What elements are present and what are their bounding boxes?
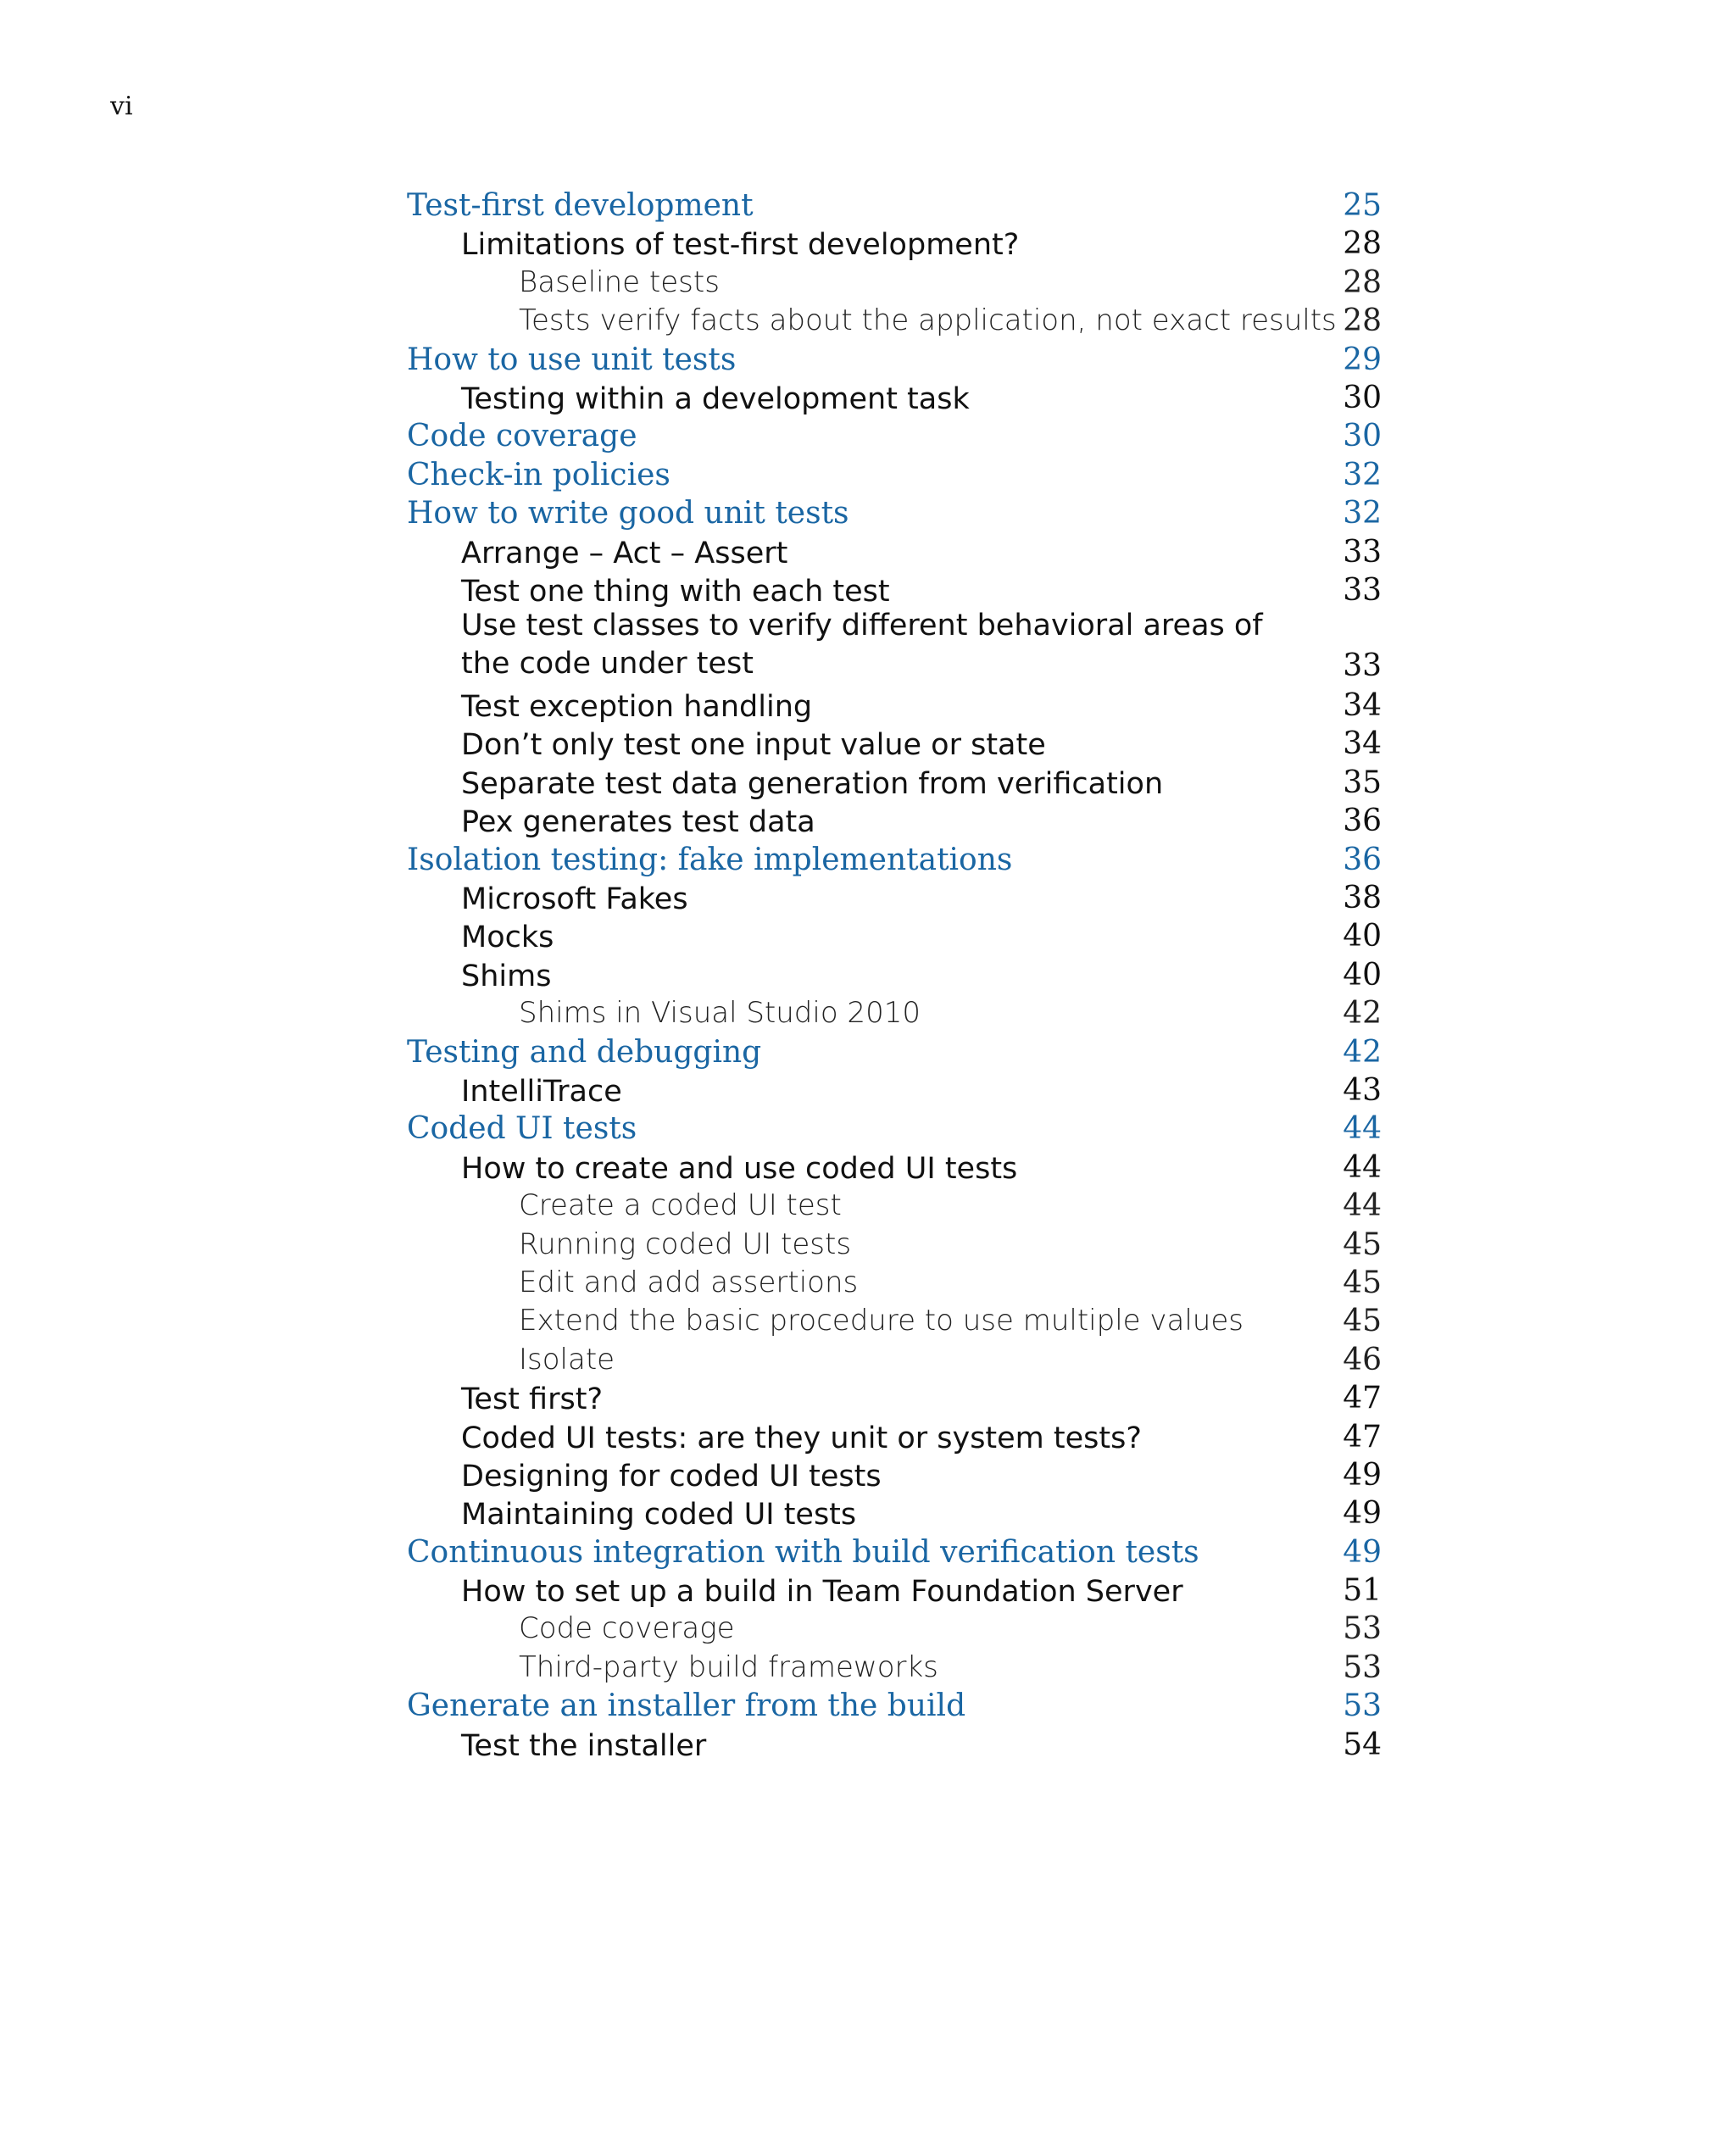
toc-entry-page-number: 36 bbox=[1343, 842, 1382, 877]
toc-entry-page-number: 29 bbox=[1343, 342, 1382, 377]
toc-subsection-entry[interactable] bbox=[407, 1073, 1382, 1111]
toc-entry-page-number: 30 bbox=[1343, 419, 1382, 454]
toc-entry-page-number: 44 bbox=[1343, 1111, 1382, 1147]
toc-entry-title: Edit and add assertions bbox=[519, 1265, 859, 1299]
toc-section-entry[interactable] bbox=[407, 496, 1382, 534]
toc-section-entry[interactable] bbox=[407, 188, 1382, 226]
toc-subsubsection-entry[interactable] bbox=[407, 1188, 1382, 1227]
toc-entry-title: Isolate bbox=[519, 1342, 615, 1377]
toc-subsection-entry[interactable] bbox=[407, 919, 1382, 957]
toc-entry-page-number: 28 bbox=[1343, 226, 1382, 262]
toc-entry-page-number: 46 bbox=[1343, 1342, 1382, 1377]
toc-section-entry[interactable] bbox=[407, 843, 1382, 881]
toc-subsubsection-entry[interactable] bbox=[407, 1304, 1382, 1342]
toc-entry-page-number: 53 bbox=[1343, 1649, 1382, 1685]
toc-entry-page-number: 44 bbox=[1343, 1149, 1382, 1185]
toc-entry-page-number: 51 bbox=[1343, 1573, 1382, 1609]
toc-subsection-entry[interactable] bbox=[407, 1573, 1382, 1611]
toc-entry-title: Code coverage bbox=[407, 419, 637, 454]
toc-section-entry[interactable] bbox=[407, 342, 1382, 381]
toc-entry-title: IntelliTrace bbox=[461, 1075, 622, 1109]
toc-entry-page-number: 38 bbox=[1343, 881, 1382, 916]
toc-entry-title: Microsoft Fakes bbox=[461, 882, 688, 917]
toc-entry-title: Limitations of test-first development? bbox=[461, 228, 1020, 263]
toc-subsection-entry[interactable] bbox=[407, 688, 1382, 726]
toc-entry-title: Coded UI tests: are they unit or system tests? bbox=[461, 1421, 1142, 1455]
toc-entry-title: Create a coded UI test bbox=[519, 1188, 842, 1223]
toc-entry-title: Check-in policies bbox=[407, 457, 670, 492]
toc-subsubsection-entry[interactable] bbox=[407, 1650, 1382, 1688]
toc-subsubsection-entry[interactable] bbox=[407, 1611, 1382, 1649]
toc-subsection-entry[interactable] bbox=[407, 535, 1382, 573]
toc-entry-page-number: 42 bbox=[1343, 996, 1382, 1032]
toc-entry-page-number: 33 bbox=[1343, 534, 1382, 570]
toc-entry-page-number: 32 bbox=[1343, 457, 1382, 492]
toc-section-entry[interactable] bbox=[407, 1688, 1382, 1727]
toc-subsection-entry[interactable] bbox=[407, 1727, 1382, 1766]
toc-subsection-entry[interactable] bbox=[407, 573, 1382, 611]
toc-entry-page-number: 54 bbox=[1343, 1727, 1382, 1762]
toc-subsubsection-entry[interactable] bbox=[407, 1343, 1382, 1381]
toc-subsection-entry[interactable] bbox=[407, 226, 1382, 264]
toc-subsubsection-entry[interactable] bbox=[407, 996, 1382, 1034]
toc-entry-title: Test the installer bbox=[461, 1728, 707, 1763]
toc-entry-page-number: 45 bbox=[1343, 1227, 1382, 1262]
toc-entry-title: Shims in Visual Studio 2010 bbox=[519, 996, 921, 1031]
toc-entry-page-number: 49 bbox=[1343, 1457, 1382, 1493]
toc-entry-title: Generate an installer from the build bbox=[407, 1688, 966, 1724]
toc-entry-page-number: 43 bbox=[1343, 1073, 1382, 1108]
toc-entry-page-number: 28 bbox=[1343, 303, 1382, 339]
toc-entry-title: Testing within a development task bbox=[461, 381, 970, 416]
toc-entry-title: Third-party build frameworks bbox=[519, 1649, 938, 1684]
toc-subsection-entry[interactable] bbox=[407, 804, 1382, 842]
toc-entry-page-number: 34 bbox=[1343, 726, 1382, 762]
toc-entry-title: Continuous integration with build verification tests bbox=[407, 1534, 1199, 1570]
toc-subsection-entry[interactable] bbox=[407, 958, 1382, 996]
toc-entry-title: Tests verify facts about the application, not exact results bbox=[519, 303, 1337, 338]
toc-entry-title: Test first? bbox=[461, 1382, 604, 1417]
toc-entry-page-number: 34 bbox=[1343, 688, 1382, 724]
toc-entry-title: Separate test data generation from verification bbox=[461, 766, 1164, 801]
toc-entry-page-number: 25 bbox=[1343, 188, 1382, 223]
toc-subsection-entry[interactable] bbox=[407, 765, 1382, 804]
toc-entry-title: Test-first development bbox=[407, 188, 754, 223]
toc-entry-page-number: 53 bbox=[1343, 1688, 1382, 1724]
toc-entry-page-number: 42 bbox=[1343, 1034, 1382, 1070]
toc-entry-page-number: 40 bbox=[1343, 957, 1382, 993]
toc-section-entry[interactable] bbox=[407, 458, 1382, 496]
table-of-contents bbox=[407, 188, 1382, 1766]
toc-subsubsection-entry[interactable] bbox=[407, 1265, 1382, 1304]
toc-subsection-entry[interactable] bbox=[407, 1458, 1382, 1496]
toc-entry-page-number: 49 bbox=[1343, 1534, 1382, 1570]
toc-entry-title: Mocks bbox=[461, 921, 554, 955]
toc-entry-title: Coded UI tests bbox=[407, 1111, 637, 1147]
toc-subsection-entry[interactable] bbox=[407, 1420, 1382, 1458]
toc-entry-page-number: 36 bbox=[1343, 804, 1382, 839]
toc-entry-page-number: 47 bbox=[1343, 1419, 1382, 1455]
toc-subsubsection-entry[interactable] bbox=[407, 1227, 1382, 1265]
toc-subsection-entry[interactable] bbox=[407, 881, 1382, 919]
toc-entry-title: Designing for coded UI tests bbox=[461, 1459, 882, 1494]
toc-entry-title: How to set up a build in Team Foundation Server bbox=[461, 1575, 1183, 1610]
toc-entry-title: How to use unit tests bbox=[407, 342, 737, 377]
toc-section-entry[interactable] bbox=[407, 419, 1382, 457]
toc-section-entry[interactable] bbox=[407, 1535, 1382, 1573]
toc-section-entry[interactable] bbox=[407, 1035, 1382, 1073]
toc-entry-title: Baseline tests bbox=[519, 264, 720, 299]
toc-entry-title: Pex generates test data bbox=[461, 805, 815, 840]
toc-entry-title: Code coverage bbox=[519, 1611, 735, 1646]
toc-entry-page-number: 53 bbox=[1343, 1611, 1382, 1647]
toc-subsection-entry[interactable] bbox=[407, 1381, 1382, 1419]
toc-entry-title: How to create and use coded UI tests bbox=[461, 1151, 1018, 1186]
toc-entry-page-number: 49 bbox=[1343, 1496, 1382, 1532]
toc-entry-page-number: 47 bbox=[1343, 1381, 1382, 1416]
page-number: vi bbox=[110, 92, 133, 121]
toc-entry-page-number: 33 bbox=[1343, 572, 1382, 608]
toc-subsubsection-entry[interactable] bbox=[407, 265, 1382, 303]
toc-entry-title: Shims bbox=[461, 959, 552, 993]
toc-entry-title: Maintaining coded UI tests bbox=[461, 1498, 857, 1532]
toc-entry-page-number: 28 bbox=[1343, 264, 1382, 300]
toc-entry-title: Running coded UI tests bbox=[519, 1227, 852, 1261]
toc-entry-title: How to write good unit tests bbox=[407, 496, 849, 531]
toc-section-entry[interactable] bbox=[407, 1111, 1382, 1149]
toc-entry-title: Isolation testing: fake implementations bbox=[407, 842, 1013, 877]
toc-entry-title: Don’t only test one input value or state bbox=[461, 728, 1046, 763]
toc-entry-title: Use test classes to verify different behavioral areas of the code under test bbox=[461, 609, 1263, 681]
toc-entry-title: Testing and debugging bbox=[407, 1034, 762, 1070]
toc-subsubsection-entry[interactable] bbox=[407, 303, 1382, 342]
toc-entry-page-number: 45 bbox=[1343, 1304, 1382, 1339]
toc-subsection-entry[interactable] bbox=[407, 1150, 1382, 1188]
toc-subsection-entry[interactable] bbox=[407, 726, 1382, 765]
toc-subsection-entry[interactable] bbox=[407, 381, 1382, 419]
toc-entry-page-number: 33 bbox=[1343, 648, 1382, 684]
toc-entry-page-number: 32 bbox=[1343, 496, 1382, 531]
toc-entry-title: Extend the basic procedure to use multiple values bbox=[519, 1304, 1244, 1338]
toc-entry-page-number: 40 bbox=[1343, 919, 1382, 954]
toc-entry-title: Test exception handling bbox=[461, 690, 813, 725]
toc-entry-page-number: 44 bbox=[1343, 1188, 1382, 1224]
toc-entry-title: Arrange – Act – Assert bbox=[461, 536, 788, 570]
toc-subsection-entry[interactable] bbox=[407, 1496, 1382, 1534]
toc-subsection-entry[interactable] bbox=[407, 611, 1382, 688]
toc-entry-page-number: 30 bbox=[1343, 380, 1382, 415]
toc-entry-page-number: 35 bbox=[1343, 765, 1382, 800]
toc-entry-page-number: 45 bbox=[1343, 1265, 1382, 1300]
toc-entry-title: Test one thing with each test bbox=[461, 574, 890, 609]
